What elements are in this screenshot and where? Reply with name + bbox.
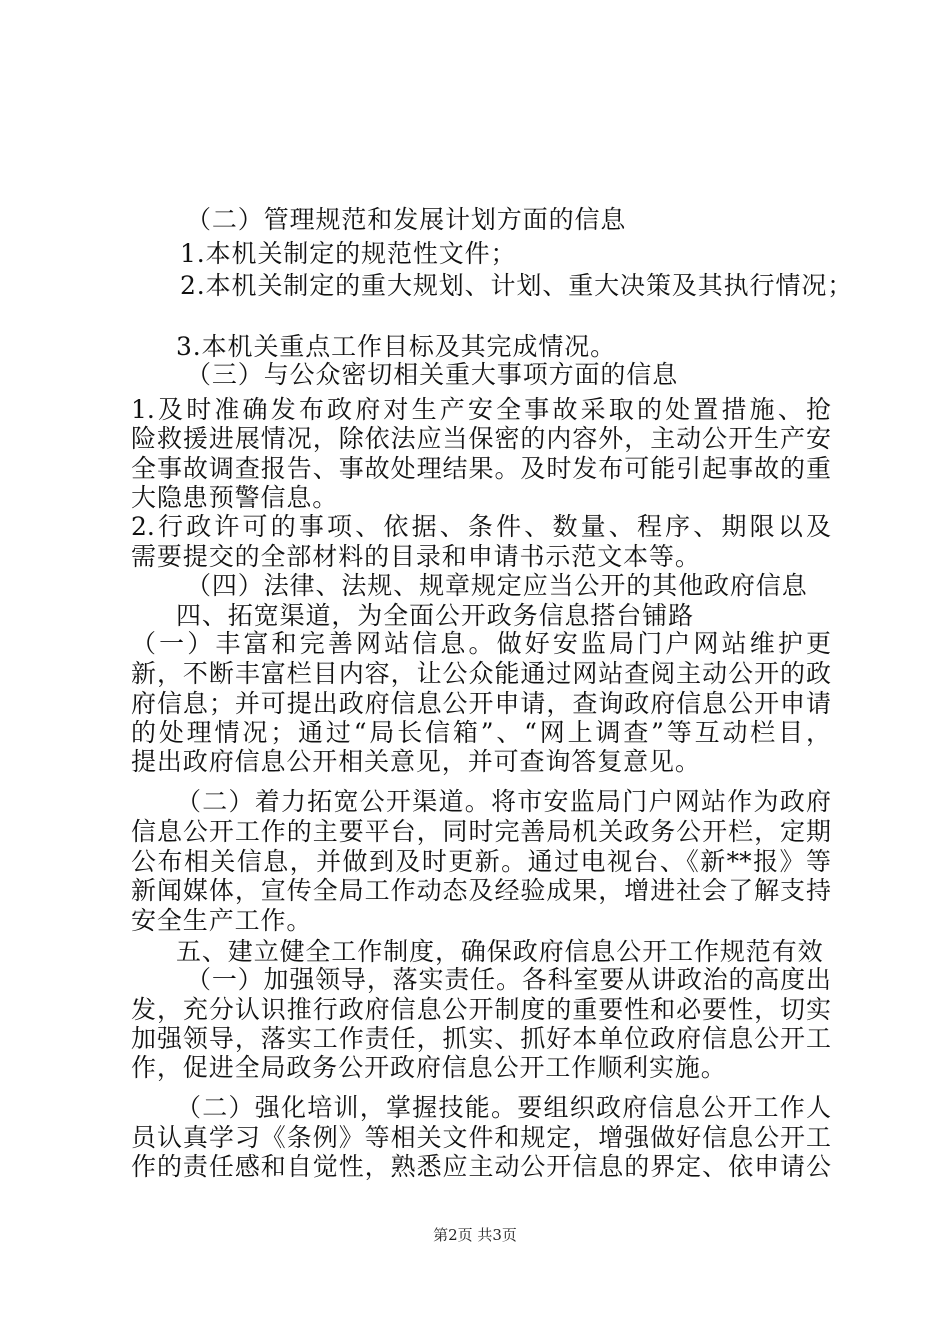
list-item: 3.本机关重点工作目标及其完成情况。	[176, 332, 617, 361]
paragraph-line: （二）着力拓宽公开渠道。将市安监局门户网站作为政府	[176, 787, 831, 816]
section-heading-2: （二）管理规范和发展计划方面的信息	[186, 205, 627, 234]
paragraph-line: 2.行政许可的事项、依据、条件、数量、程序、期限以及	[131, 512, 831, 541]
paragraph-line: 府信息；并可提出政府信息公开申请，查询政府信息公开申请	[131, 689, 831, 718]
paragraph-line: 全事故调查报告、事故处理结果。及时发布可能引起事故的重	[131, 454, 831, 483]
paragraph-line: 新闻媒体，宣传全局工作动态及经验成果，增进社会了解支持	[131, 876, 831, 905]
paragraph-line: 大隐患预警信息。	[131, 483, 339, 512]
paragraph-line: 安全生产工作。	[131, 906, 313, 935]
page-footer: 第2页 共3页	[433, 1226, 517, 1244]
paragraph-line: 险救援进展情况，除依法应当保密的内容外，主动公开生产安	[131, 424, 831, 453]
paragraph-line: 加强领导，落实工作责任，抓实、抓好本单位政府信息公开工	[131, 1024, 831, 1053]
paragraph-line: 信息公开工作的主要平台，同时完善局机关政务公开栏，定期	[131, 817, 831, 846]
section-heading-4: （四）法律、法规、规章规定应当公开的其他政府信息	[186, 571, 808, 600]
paragraph-line: 作，促进全局政务公开政府信息公开工作顺利实施。	[131, 1053, 727, 1082]
paragraph-line: （一）加强领导，落实责任。各科室要从讲政治的高度出	[186, 965, 831, 994]
paragraph-line: 的处理情况；通过“局长信箱”、“网上调查”等互动栏目，	[131, 718, 831, 747]
section-heading-3: （三）与公众密切相关重大事项方面的信息	[186, 360, 679, 389]
paragraph-line: 需要提交的全部材料的目录和申请书示范文本等。	[131, 542, 701, 571]
paragraph-line: 公布相关信息，并做到及时更新。通过电视台、《新**报》等	[131, 847, 831, 876]
paragraph-line: 员认真学习《条例》等相关文件和规定，增强做好信息公开工	[131, 1123, 831, 1152]
paragraph-line: （二）强化培训，掌握技能。要组织政府信息公开工作人	[176, 1093, 831, 1122]
list-item: 1.本机关制定的规范性文件；	[180, 239, 517, 268]
paragraph-line: （一）丰富和完善网站信息。做好安监局门户网站维护更	[131, 629, 831, 658]
paragraph-line: 提出政府信息公开相关意见，并可查询答复意见。	[131, 747, 701, 776]
paragraph-line: 发，充分认识推行政府信息公开制度的重要性和必要性，切实	[131, 995, 831, 1024]
paragraph-line: 1.及时准确发布政府对生产安全事故采取的处置措施、抢	[131, 395, 831, 424]
paragraph-line: 新，不断丰富栏目内容，让公众能通过网站查阅主动公开的政	[131, 659, 831, 688]
chapter-heading-5: 五、建立健全工作制度，确保政府信息公开工作规范有效	[176, 937, 824, 966]
paragraph-line: 作的责任感和自觉性，熟悉应主动公开信息的界定、依申请公	[131, 1152, 831, 1181]
list-item: 2.本机关制定的重大规划、计划、重大决策及其执行情况；	[180, 271, 854, 300]
chapter-heading-4: 四、拓宽渠道，为全面公开政务信息搭台铺路	[176, 601, 695, 630]
